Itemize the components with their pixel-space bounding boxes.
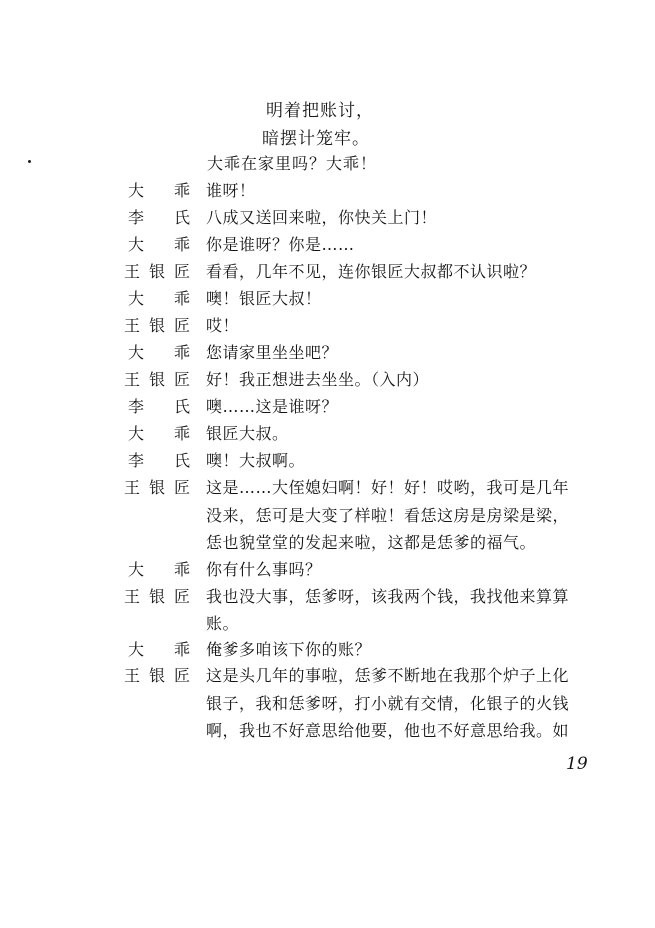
dialogue-text: 噢！大叔啊。 [206, 451, 306, 470]
dialogue-line [0, 448, 655, 474]
dialogue-line [0, 637, 655, 663]
dialogue-continuation: 没来，恁可是大变了样啦！看恁这房是房梁是梁， [206, 506, 570, 525]
speaker-name: 大 乖 [128, 560, 190, 579]
speaker-name: 王 银 匠 [124, 262, 190, 281]
dialogue-continuation: 银子，我和恁爹呀，打小就有交情，化银子的火钱 [206, 694, 570, 713]
dialogue-line [0, 259, 655, 285]
dialogue-text: 好！我正想进去坐坐。（入内） [206, 370, 430, 389]
speaker-name: 大 乖 [128, 424, 190, 443]
speaker-name: 大 乖 [128, 289, 190, 308]
opening-line: 大乖在家里吗？大乖！ [207, 154, 378, 173]
dialogue-line [0, 663, 655, 689]
dialogue-text: 看看，几年不见，连你银匠大叔都不认识啦？ [206, 262, 537, 281]
dialogue-line [0, 367, 655, 393]
dialogue-text: 您请家里坐坐吧？ [206, 343, 339, 362]
speaker-name: 王 银 匠 [124, 316, 190, 335]
lyric-line-2: 暗摆计笼牢。 [262, 129, 370, 149]
dialogue-line [0, 611, 655, 637]
stray-mark [28, 160, 31, 163]
dialogue-line [0, 232, 655, 258]
speaker-name: 王 银 匠 [124, 666, 190, 685]
dialogue-line [0, 205, 655, 231]
dialogue-line [0, 394, 655, 420]
dialogue-line [0, 340, 655, 366]
dialogue-text: 我也没大事，恁爹呀，该我两个钱，我找他来算算 [206, 587, 570, 606]
dialogue-line [0, 503, 655, 529]
dialogue-text: 这是头几年的事啦，恁爹不断地在我那个炉子上化 [206, 666, 570, 685]
speaker-name: 大 乖 [128, 640, 190, 659]
dialogue-line [0, 557, 655, 583]
dialogue-text: 你有什么事吗？ [206, 560, 322, 579]
dialogue-text: 你是谁呀？你是…… [206, 235, 355, 254]
speaker-name: 大 乖 [128, 181, 190, 200]
dialogue-line [0, 718, 655, 744]
speaker-name: 王 银 匠 [124, 370, 190, 389]
dialogue-line [0, 178, 655, 204]
dialogue-line [0, 475, 655, 501]
speaker-name: 李 氏 [128, 397, 190, 416]
dialogue-text: 这是……大侄媳妇啊！好！好！哎哟，我可是几年 [206, 478, 570, 497]
dialogue-line [0, 286, 655, 312]
dialogue-line [0, 530, 655, 556]
speaker-name: 大 乖 [128, 235, 190, 254]
dialogue-line [0, 584, 655, 610]
speaker-name: 王 银 匠 [124, 587, 190, 606]
speaker-name: 大 乖 [128, 343, 190, 362]
dialogue-line [0, 691, 655, 717]
dialogue-line [0, 313, 655, 339]
dialogue-continuation: 啊，我也不好意思给他要，他也不好意思给我。如 [206, 721, 570, 740]
dialogue-text: 噢！银匠大叔！ [206, 289, 322, 308]
dialogue-continuation: 账。 [206, 614, 240, 633]
dialogue-text: 哎！ [206, 316, 240, 335]
dialogue-text: 八成又送回来啦，你快关上门！ [206, 208, 438, 227]
dialogue-continuation: 恁也貌堂堂的发起来啦，这都是恁爹的福气。 [206, 533, 537, 552]
dialogue-text: 银匠大叔。 [206, 424, 289, 443]
dialogue-text: 谁呀！ [206, 181, 256, 200]
lyric-line-1: 明着把账讨， [266, 101, 374, 121]
dialogue-line [0, 421, 655, 447]
page-number: 19 [566, 754, 588, 774]
speaker-name: 李 氏 [128, 208, 190, 227]
dialogue-text: 俺爹多咱该下你的账？ [206, 640, 372, 659]
speaker-name: 李 氏 [128, 451, 190, 470]
speaker-name: 王 银 匠 [124, 478, 190, 497]
dialogue-text: 噢……这是谁呀？ [206, 397, 339, 416]
